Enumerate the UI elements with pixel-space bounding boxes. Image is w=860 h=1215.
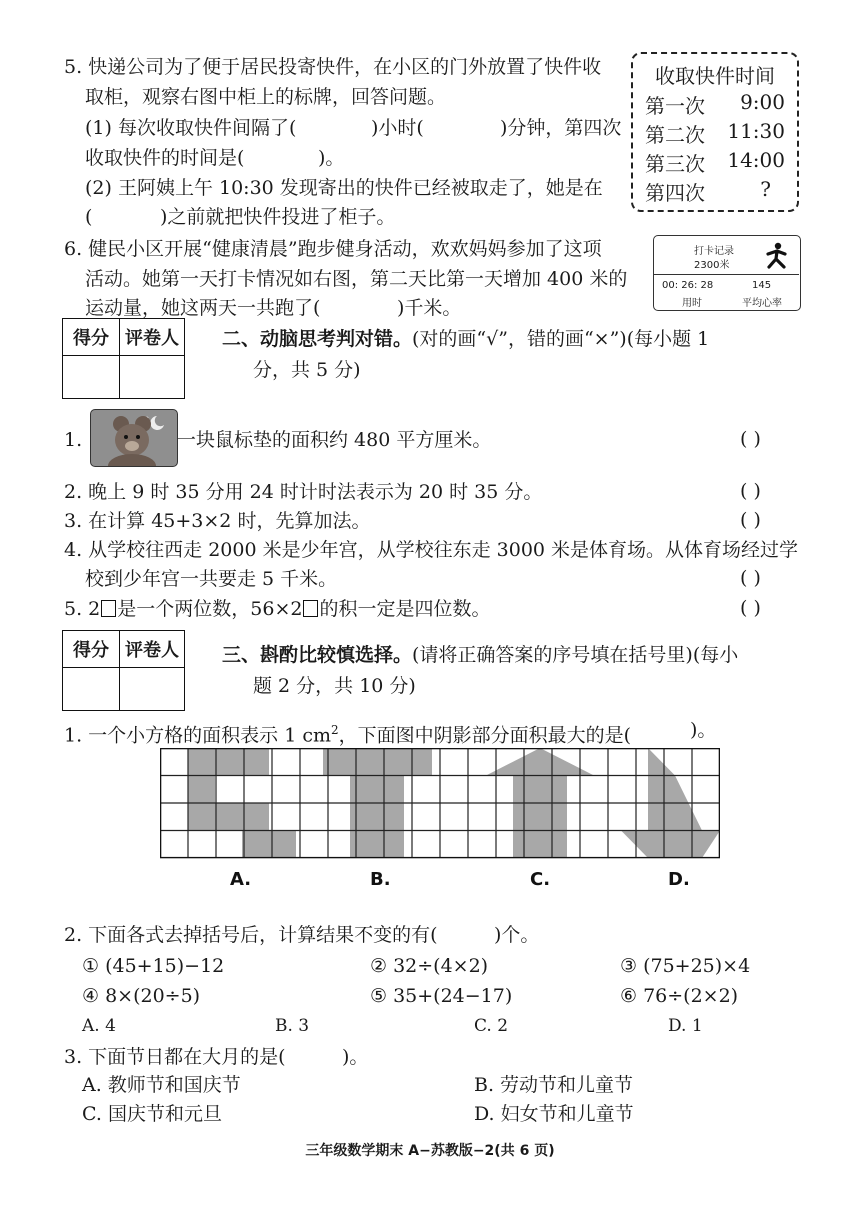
- choice-q1: [64, 718, 631, 747]
- section2-heading: [222, 327, 709, 351]
- blank-square-icon: [303, 600, 318, 617]
- option-d[interactable]: D. 1: [668, 1016, 703, 1036]
- schedule-row-label: 第一次: [645, 94, 705, 118]
- q3-option-a[interactable]: A. 教师节和国庆节: [82, 1074, 241, 1096]
- expr-3: ③ (75+25)×4: [620, 955, 751, 977]
- score-table: [62, 318, 185, 399]
- section3-note2: 题 2 分，共 10 分): [253, 675, 416, 697]
- q5-sub1-e: )。: [318, 147, 345, 169]
- score-table: [62, 630, 185, 711]
- answer-paren[interactable]: ( ): [740, 597, 761, 619]
- option-a[interactable]: A. 4: [82, 1016, 116, 1036]
- choice-q2-b: )个。: [494, 924, 540, 946]
- q5-line2: 取柜，观察右图中柜上的标牌，回答问题。: [85, 86, 447, 108]
- q5-sub1-d: 收取快件的时间是(: [85, 147, 245, 169]
- page-footer: 三年级数学期末 A−苏教版−2(共 6 页): [305, 1143, 555, 1159]
- score-cell[interactable]: [63, 356, 120, 399]
- section2-note: (对的画“√”，错的画“×”)(每小题 1: [412, 328, 710, 350]
- schedule-row-time: 14:00: [727, 148, 785, 172]
- q3-option-d[interactable]: D. 妇女节和儿童节: [474, 1103, 634, 1125]
- q6-line3-b: )千米。: [397, 297, 462, 319]
- judge-item-2: 2. 晚上 9 时 35 分用 24 时计时法表示为 20 时 35 分。: [64, 481, 543, 503]
- q5-sub2-a: (2) 王阿姨上午 10:30 发现寄出的快件已经被取走了，她是在: [85, 177, 603, 199]
- section3-note: (请将正确答案的序号填在括号里)(每小: [412, 644, 739, 666]
- judge-item-4-cont: 校到少年宫一共要走 5 千米。: [85, 568, 338, 590]
- judge-item-3: 3. 在计算 45+3×2 时，先算加法。: [64, 510, 371, 532]
- record-hr-label: 平均心率: [742, 298, 782, 309]
- area-grid-figure: [160, 748, 720, 887]
- choice-q1-b: ，下面图中阴影部分面积最大的是(: [338, 724, 632, 747]
- schedule-row-time: 11:30: [727, 119, 785, 143]
- q5-sub1-b: )小时(: [371, 117, 424, 139]
- choice-q2-a: 2. 下面各式去掉括号后，计算结果不变的有(: [64, 924, 438, 946]
- blank-square-icon: [101, 600, 116, 617]
- q3-option-c[interactable]: C. 国庆节和元旦: [82, 1103, 222, 1125]
- judge-item-5-c: 的积一定是四位数。: [319, 598, 491, 620]
- choice-q1-c: )。: [690, 719, 717, 741]
- answer-paren[interactable]: ( ): [740, 428, 761, 450]
- grid-label-b: B.: [370, 869, 391, 887]
- q5-sub1-a: (1) 每次收取快件间隔了(: [85, 117, 297, 139]
- schedule-row: [645, 148, 795, 177]
- score-header: 得分: [63, 319, 120, 356]
- option-b[interactable]: B. 3: [275, 1016, 310, 1036]
- answer-paren[interactable]: ( ): [740, 567, 761, 589]
- grid-label-d: D.: [668, 869, 690, 887]
- schedule-row-label: 第四次: [645, 181, 705, 205]
- schedule-row: [645, 90, 795, 119]
- schedule-row: [645, 177, 795, 206]
- run-record-card: [653, 235, 801, 311]
- q5-line1: 5. 快递公司为了便于居民投寄快件，在小区的门外放置了快件收: [64, 56, 602, 78]
- grader-cell[interactable]: [120, 356, 185, 399]
- judge-item-4: 4. 从学校往西走 2000 米是少年宫，从学校往东走 3000 米是体育场。从体育场经过学: [64, 539, 799, 561]
- record-divider: [654, 274, 799, 275]
- mouse-pad-picture: [90, 409, 178, 467]
- answer-paren[interactable]: ( ): [740, 480, 761, 502]
- q6-line1: 6. 健民小区开展“健康清晨”跑步健身活动，欢欢妈妈参加了这项: [64, 238, 602, 260]
- judge-item-5-b: 是一个两位数，56×2: [117, 598, 303, 620]
- schedule-row-time: 9:00: [740, 90, 785, 114]
- record-title: 打卡记录: [694, 246, 734, 257]
- q6-line3-a: 运动量，她这两天一共跑了(: [85, 297, 321, 319]
- choice-q3-a: 3. 下面节日都在大月的是(: [64, 1046, 286, 1068]
- section2-title: 二、动脑思考判对错。: [222, 328, 413, 350]
- record-hr-value: 145: [752, 280, 772, 291]
- grader-header: 评卷人: [120, 319, 185, 356]
- q3-option-b[interactable]: B. 劳动节和儿童节: [474, 1074, 634, 1096]
- choice-q1-a: 1. 一个小方格的面积表示 1 cm: [64, 724, 331, 747]
- q5-sub2-c: )之前就把快件投进了柜子。: [160, 206, 396, 228]
- record-time-value: 00: 26: 28: [662, 280, 714, 291]
- record-time-label: 用时: [682, 298, 702, 309]
- score-cell[interactable]: [63, 668, 120, 711]
- schedule-row: [645, 119, 795, 148]
- section3-heading: [222, 643, 738, 667]
- judge-item-5: [64, 597, 490, 621]
- choice-q3-b: )。: [342, 1046, 369, 1068]
- grader-cell[interactable]: [120, 668, 185, 711]
- pickup-schedule-board: [631, 52, 799, 212]
- teddy-bear-image: [91, 410, 177, 466]
- answer-paren[interactable]: ( ): [740, 509, 761, 531]
- grader-header: 评卷人: [120, 631, 185, 668]
- schedule-row-label: 第二次: [645, 123, 705, 147]
- q6-line2: 活动。她第一天打卡情况如右图，第二天比第一天增加 400 米的: [85, 268, 628, 290]
- expr-5: ⑤ 35+(24−17): [370, 985, 513, 1007]
- schedule-title: 收取快件时间: [655, 64, 775, 88]
- record-distance: 2300米: [694, 260, 730, 271]
- schedule-row-time: ?: [760, 177, 771, 201]
- option-c[interactable]: C. 2: [474, 1016, 509, 1036]
- section2-note2: 分，共 5 分): [253, 359, 361, 381]
- q5-sub1-c: )分钟，第四次: [500, 117, 622, 139]
- expr-2: ② 32÷(4×2): [370, 955, 489, 977]
- expr-4: ④ 8×(20÷5): [82, 985, 201, 1007]
- judge-item-1: 一块鼠标垫的面积约 480 平方厘米。: [177, 429, 492, 451]
- section3-title: 三、斟酌比较慎选择。: [222, 644, 413, 666]
- grid-label-c: C.: [530, 869, 551, 887]
- choice-q1-sup: 2: [331, 723, 339, 737]
- judge-item-5-a: 5. 2: [64, 598, 101, 620]
- expr-6: ⑥ 76÷(2×2): [620, 985, 739, 1007]
- score-header: 得分: [63, 631, 120, 668]
- grid-label-a: A.: [230, 869, 252, 887]
- runner-icon: [762, 242, 792, 270]
- q5-sub2-b: (: [85, 206, 93, 228]
- schedule-row-label: 第三次: [645, 152, 705, 176]
- judge-item-number: 1.: [64, 429, 83, 451]
- expr-1: ① (45+15)−12: [82, 955, 225, 977]
